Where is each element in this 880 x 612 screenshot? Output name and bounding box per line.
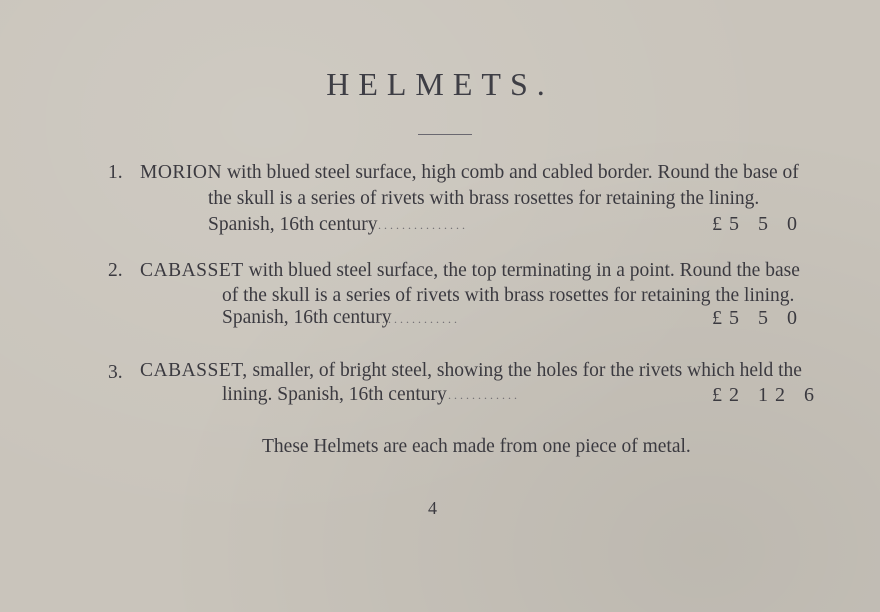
- title-rule: [418, 134, 472, 135]
- item-line-1: [140, 260, 800, 282]
- item-line-3: Spanish, 16th century: [222, 307, 392, 328]
- item-name: CABASSET: [140, 260, 244, 281]
- item-description: smaller, of bright steel, showing the holes for the rivets which held the: [247, 360, 802, 381]
- leader-dots: . . . . . . . . . . . . . . .: [378, 218, 465, 232]
- item-description: with blued steel surface, high comb and cabled border. Round the base of: [222, 162, 799, 183]
- item-number: 3.: [108, 362, 123, 383]
- item-price: £5 5 0: [712, 307, 804, 329]
- item-line-2: of the skull is a series of rivets with brass rosettes for retaining the lining.: [222, 285, 795, 306]
- item-description: with blued steel surface, the top terminating in a point. Round the base: [243, 260, 800, 281]
- item-name: MORION: [140, 162, 223, 183]
- item-line-3: Spanish, 16th century: [208, 214, 378, 235]
- item-number: 1.: [108, 162, 123, 183]
- item-line-1: [140, 360, 802, 382]
- page-title: HELMETS.: [326, 66, 554, 102]
- item-price: £5 5 0: [712, 213, 804, 235]
- leader-dots: . . . . . . . . . . . . . . .: [370, 312, 457, 326]
- item-number: 2.: [108, 260, 123, 281]
- item-price: £2 12 6: [712, 384, 821, 406]
- leader-dots: . . . . . . . . . . . .: [448, 388, 517, 402]
- item-line-1: [140, 162, 799, 184]
- item-line-2: lining. Spanish, 16th century: [222, 384, 447, 405]
- item-name: CABASSET,: [140, 360, 248, 381]
- item-line-2: the skull is a series of rivets with brass rosettes for retaining the lining.: [208, 188, 760, 209]
- footnote: These Helmets are each made from one piece of metal.: [262, 436, 691, 457]
- page-number: 4: [428, 498, 437, 518]
